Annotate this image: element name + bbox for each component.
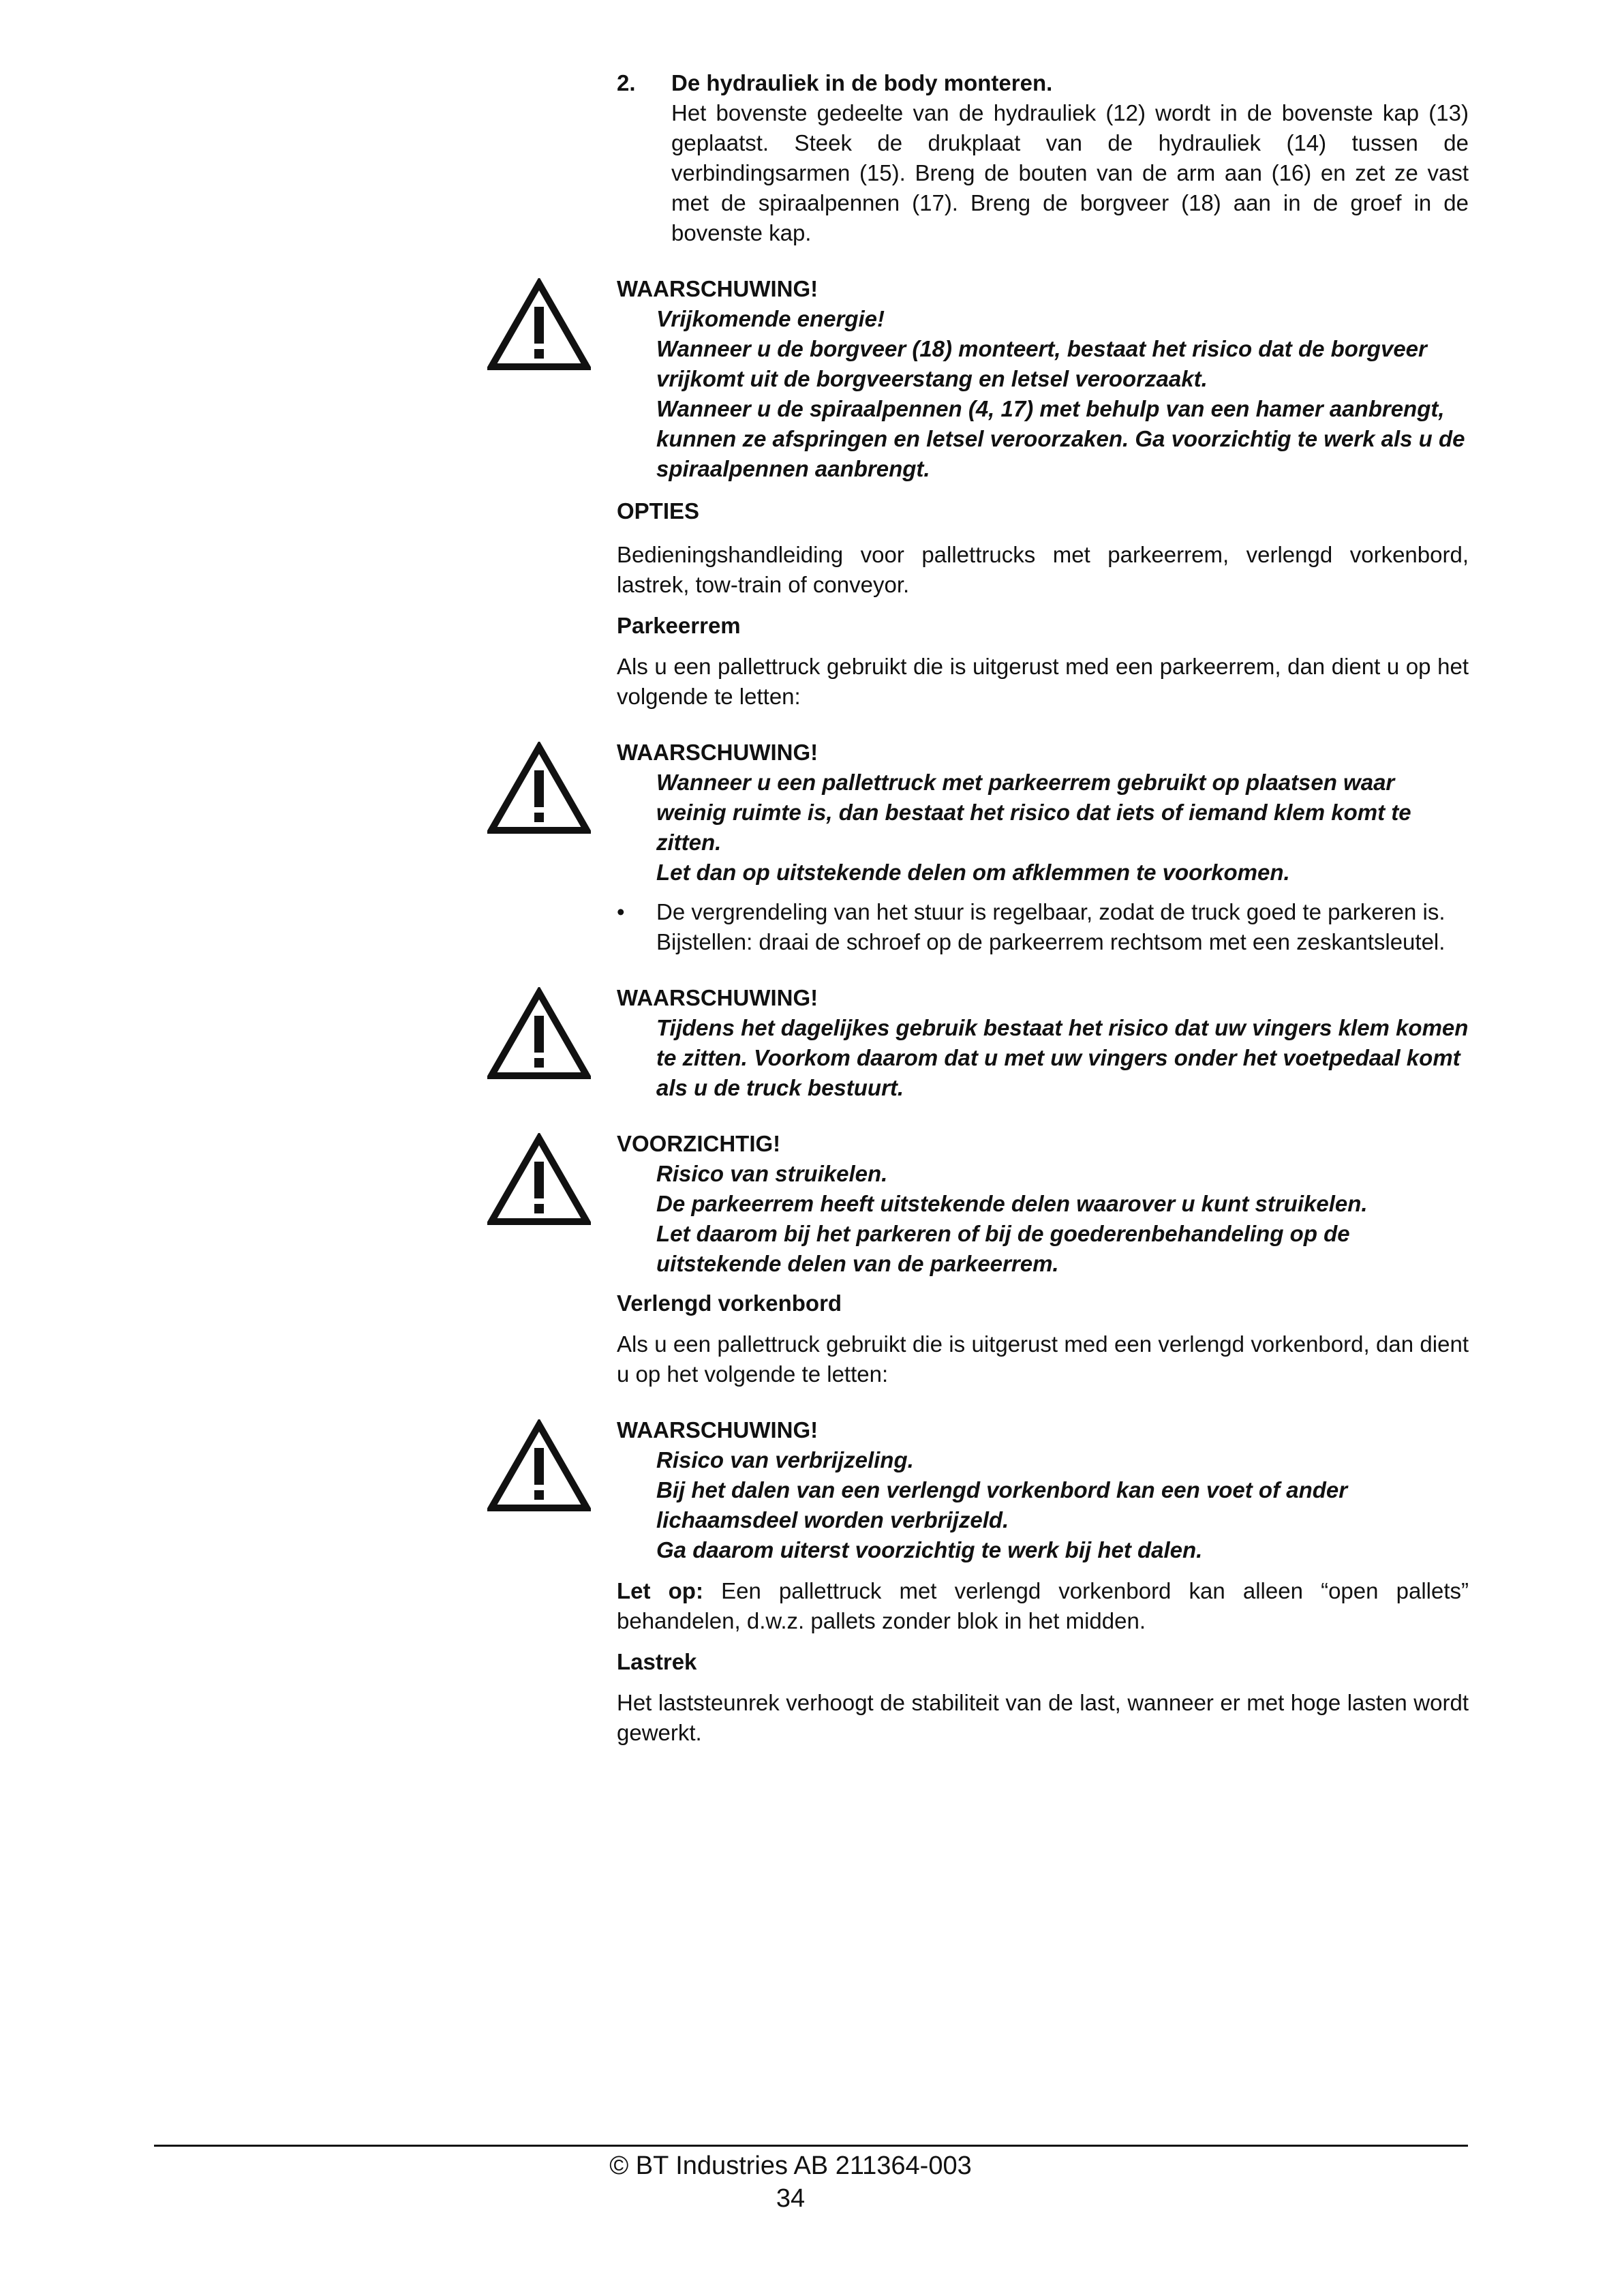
- section-heading-opties: OPTIES: [617, 498, 700, 524]
- warning-block-4: [617, 1415, 1469, 1565]
- warning-line: Ga daarom uiterst voorzichtig te werk bij het dalen.: [656, 1537, 1203, 1562]
- warning-line: Tijdens het dagelijkes gebruik bestaat het risico dat uw vingers klem komen te zitten. Voorkom daarom dat u met uw vingers onder het voetpedaal komt als u de truck bestuurt.: [656, 1015, 1469, 1100]
- lastrek-text: Het laststeunrek verhoogt de stabiliteit van de last, wanneer er met hoge lasten wordt gewerkt.: [617, 1690, 1469, 1745]
- warning-triangle-icon: [487, 1419, 591, 1513]
- warning-line: Wanneer u een pallettruck met parkeerrem gebruikt op plaatsen waar weinig ruimte is, dan bestaat het risico dat iets of iemand klem komt te zitten.: [656, 770, 1411, 855]
- footer-divider: [154, 2145, 1468, 2147]
- caution-block: [617, 1129, 1469, 1279]
- note-paragraph: [617, 1576, 1469, 1636]
- warning-label: WAARSCHUWING!: [617, 985, 818, 1010]
- warning-text: [617, 1013, 1469, 1103]
- warning-triangle-icon: [487, 1133, 591, 1227]
- warning-label: WAARSCHUWING!: [617, 276, 818, 301]
- opties-text: Bedieningshandleiding voor pallettrucks met parkeerrem, verlengd vorkenbord, lastrek, tow-train of conveyor.: [617, 542, 1469, 597]
- step-number: 2.: [617, 70, 636, 95]
- section-heading-verlengd: Verlengd vorkenbord: [617, 1290, 842, 1316]
- page-content: [617, 68, 1469, 1748]
- verlengd-text: Als u een pallettruck gebruikt die is uitgerust med een verlengd vorkenbord, dan dient u op het volgende te letten:: [617, 1331, 1469, 1387]
- section-heading-lastrek: Lastrek: [617, 1649, 697, 1674]
- warning-line: Let dan op uitstekende delen om afklemmen te voorkomen.: [656, 860, 1290, 885]
- warning-block-2: [617, 738, 1469, 888]
- warning-label: WAARSCHUWING!: [617, 1417, 818, 1442]
- step-2: [617, 68, 1469, 248]
- warning-text: [617, 768, 1469, 888]
- list-item-text: De vergrendeling van het stuur is regelbaar, zodat de truck goed te parkeren is. Bijstellen: draai de schroef op de parkeerrem rechtsom met een zeskantsleutel.: [656, 899, 1445, 954]
- step-title: De hydrauliek in de body monteren.: [671, 70, 1053, 95]
- warning-block-3: [617, 983, 1469, 1103]
- step-body: Het bovenste gedeelte van de hydrauliek (12) wordt in de bovenste kap (13) geplaatst. Steek de drukplaat van de hydrauliek (14) tussen de verbindingsarmen (15). Breng de bouten van de arm aan (16) en zet ze vast met de spiraalpennen (17). Breng de borgveer (18) aan in de groef in de bovenste kap.: [671, 100, 1469, 245]
- caution-label: VOORZICHTIG!: [617, 1131, 781, 1156]
- note-label: Let op:: [617, 1578, 703, 1603]
- caution-line: Risico van struikelen.: [656, 1161, 888, 1186]
- note-text: Een pallettruck met verlengd vorkenbord kan alleen “open pallets” behandelen, d.w.z. pallets zonder blok in het midden.: [617, 1578, 1469, 1633]
- footer-copyright: © BT Industries AB 211364-003: [609, 2151, 972, 2180]
- caution-line: Let daarom bij het parkeren of bij de goederenbehandeling op de uitstekende delen van de parkeerrem.: [656, 1221, 1350, 1276]
- warning-triangle-icon: [487, 987, 591, 1081]
- warning-text: [617, 1445, 1469, 1565]
- list-item: [617, 897, 1469, 957]
- warning-text: [617, 304, 1469, 484]
- parkeerrem-text: Als u een pallettruck gebruikt die is uitgerust med een parkeerrem, dan dient u op het volgende te letten:: [617, 654, 1469, 709]
- warning-line: Wanneer u de borgveer (18) monteert, bestaat het risico dat de borgveer vrijkomt uit de borgveerstang en letsel veroorzaakt.: [656, 336, 1427, 391]
- warning-label: WAARSCHUWING!: [617, 740, 818, 765]
- warning-triangle-icon: [487, 742, 591, 836]
- warning-line: Wanneer u de spiraalpennen (4, 17) met behulp van een hamer aanbrengt, kunnen ze afspringen en letsel veroorzaken. Ga voorzichtig te werk als u de spiraalpennen aanbrengt.: [656, 396, 1465, 481]
- warning-line: Vrijkomende energie!: [656, 306, 885, 331]
- warning-triangle-icon: [487, 278, 591, 372]
- caution-line: De parkeerrem heeft uitstekende delen waarover u kunt struikelen.: [656, 1191, 1368, 1216]
- warning-block-1: [617, 274, 1469, 484]
- warning-line: Risico van verbrijzeling.: [656, 1447, 914, 1472]
- warning-line: Bij het dalen van een verlengd vorkenbord kan een voet of ander lichaamsdeel worden verbrijzeld.: [656, 1477, 1348, 1532]
- section-heading-parkeerrem: Parkeerrem: [617, 613, 741, 638]
- bullet-mark: •: [617, 899, 625, 924]
- page-number: 34: [776, 2184, 806, 2213]
- caution-text: [617, 1159, 1469, 1279]
